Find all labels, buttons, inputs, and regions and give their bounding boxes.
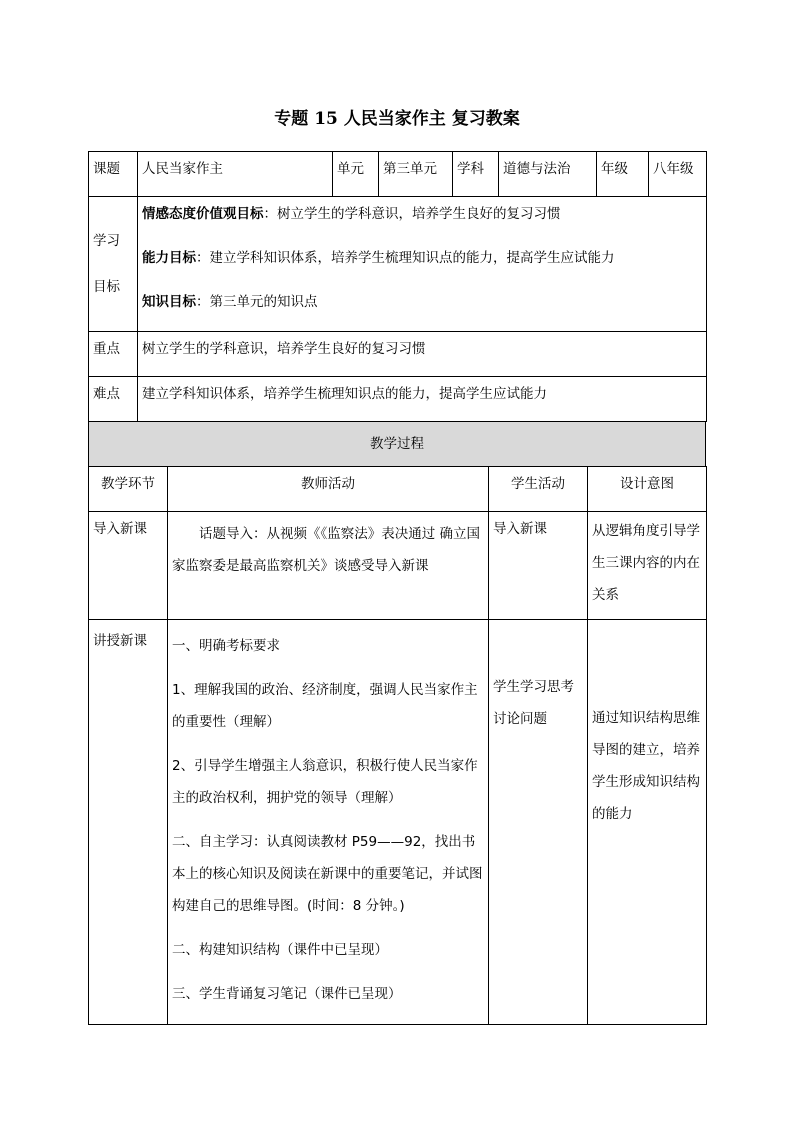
col-intent: 设计意图 [588, 467, 707, 512]
teach-stage: 讲授新课 [89, 620, 168, 1025]
teach-student: 学生学习思考讨论问题 [489, 620, 588, 1025]
goals-label-line2: 目标 [93, 279, 120, 295]
process-table [88, 466, 707, 1025]
goal-ability: 能力目标：建立学科知识体系，培养学生梳理知识点的能力，提高学生应试能力 [142, 250, 615, 266]
subject-label: 学科 [453, 152, 499, 197]
col-stage: 教学环节 [89, 467, 168, 512]
key-point-label: 重点 [89, 332, 138, 377]
grade-label: 年级 [597, 152, 649, 197]
intro-stage: 导入新课 [89, 512, 168, 620]
process-header: 教学过程 [89, 422, 706, 467]
col-student: 学生活动 [489, 467, 588, 512]
difficulty-label: 难点 [89, 377, 138, 422]
page-title: 专题 15 人民当家作主 复习教案 [274, 109, 520, 129]
goals-label-line1: 学习 [93, 233, 120, 249]
goals-content [138, 197, 707, 332]
difficulty-row [89, 377, 707, 422]
teach-teacher [168, 620, 489, 1025]
teach-item: 2、引导学生增强主人翁意识，积极行使人民当家作主的政治权利，拥护党的领导（理解） [172, 758, 478, 806]
col-teacher: 教师活动 [168, 467, 489, 512]
teach-item: 二、构建知识结构（课件中已呈现） [172, 942, 388, 958]
goal-emotion: 情感态度价值观目标：树立学生的学科意识，培养学生良好的复习习惯 [142, 206, 561, 222]
goal-knowledge: 知识目标：第三单元的知识点 [142, 294, 318, 310]
teach-item: 二、自主学习：认真阅读教材 P59——92，找出书本上的核心知识及阅读在新课中的重要笔记，并试图构建自己的思维导图。(时间：8 分钟。) [172, 834, 483, 914]
intro-row [89, 512, 707, 620]
unit-value: 第三单元 [379, 152, 453, 197]
teach-intent: 通过知识结构思维导图的建立，培养学生形成知识结构的能力 [588, 620, 707, 1025]
info-row [89, 152, 707, 197]
intro-intent: 从逻辑角度引导学生三课内容的内在关系 [588, 512, 707, 620]
process-columns-row [89, 467, 707, 512]
difficulty-text: 建立学科知识体系，培养学生梳理知识点的能力，提高学生应试能力 [138, 377, 707, 422]
info-table [88, 151, 707, 422]
teach-item: 三、学生背诵复习笔记（课件已呈现） [172, 986, 402, 1002]
process-header-table [88, 421, 706, 467]
grade-value: 八年级 [649, 152, 707, 197]
topic-label: 课题 [89, 152, 138, 197]
teach-item: 1、理解我国的政治、经济制度，强调人民当家作主的重要性（理解） [172, 682, 478, 730]
topic-value: 人民当家作主 [138, 152, 333, 197]
teach-row [89, 620, 707, 1025]
subject-value: 道德与法治 [499, 152, 597, 197]
key-point-text: 树立学生的学科意识，培养学生良好的复习习惯 [138, 332, 707, 377]
teach-item: 一、明确考标要求 [172, 638, 280, 654]
intro-teacher: 话题导入：从视频《《监察法》表决通过 确立国家监察委是最高监察机关》谈感受导入新课 [168, 512, 489, 620]
goals-row [89, 197, 707, 332]
goals-label [89, 197, 138, 332]
key-point-row [89, 332, 707, 377]
intro-student: 导入新课 [489, 512, 588, 620]
unit-label: 单元 [333, 152, 379, 197]
